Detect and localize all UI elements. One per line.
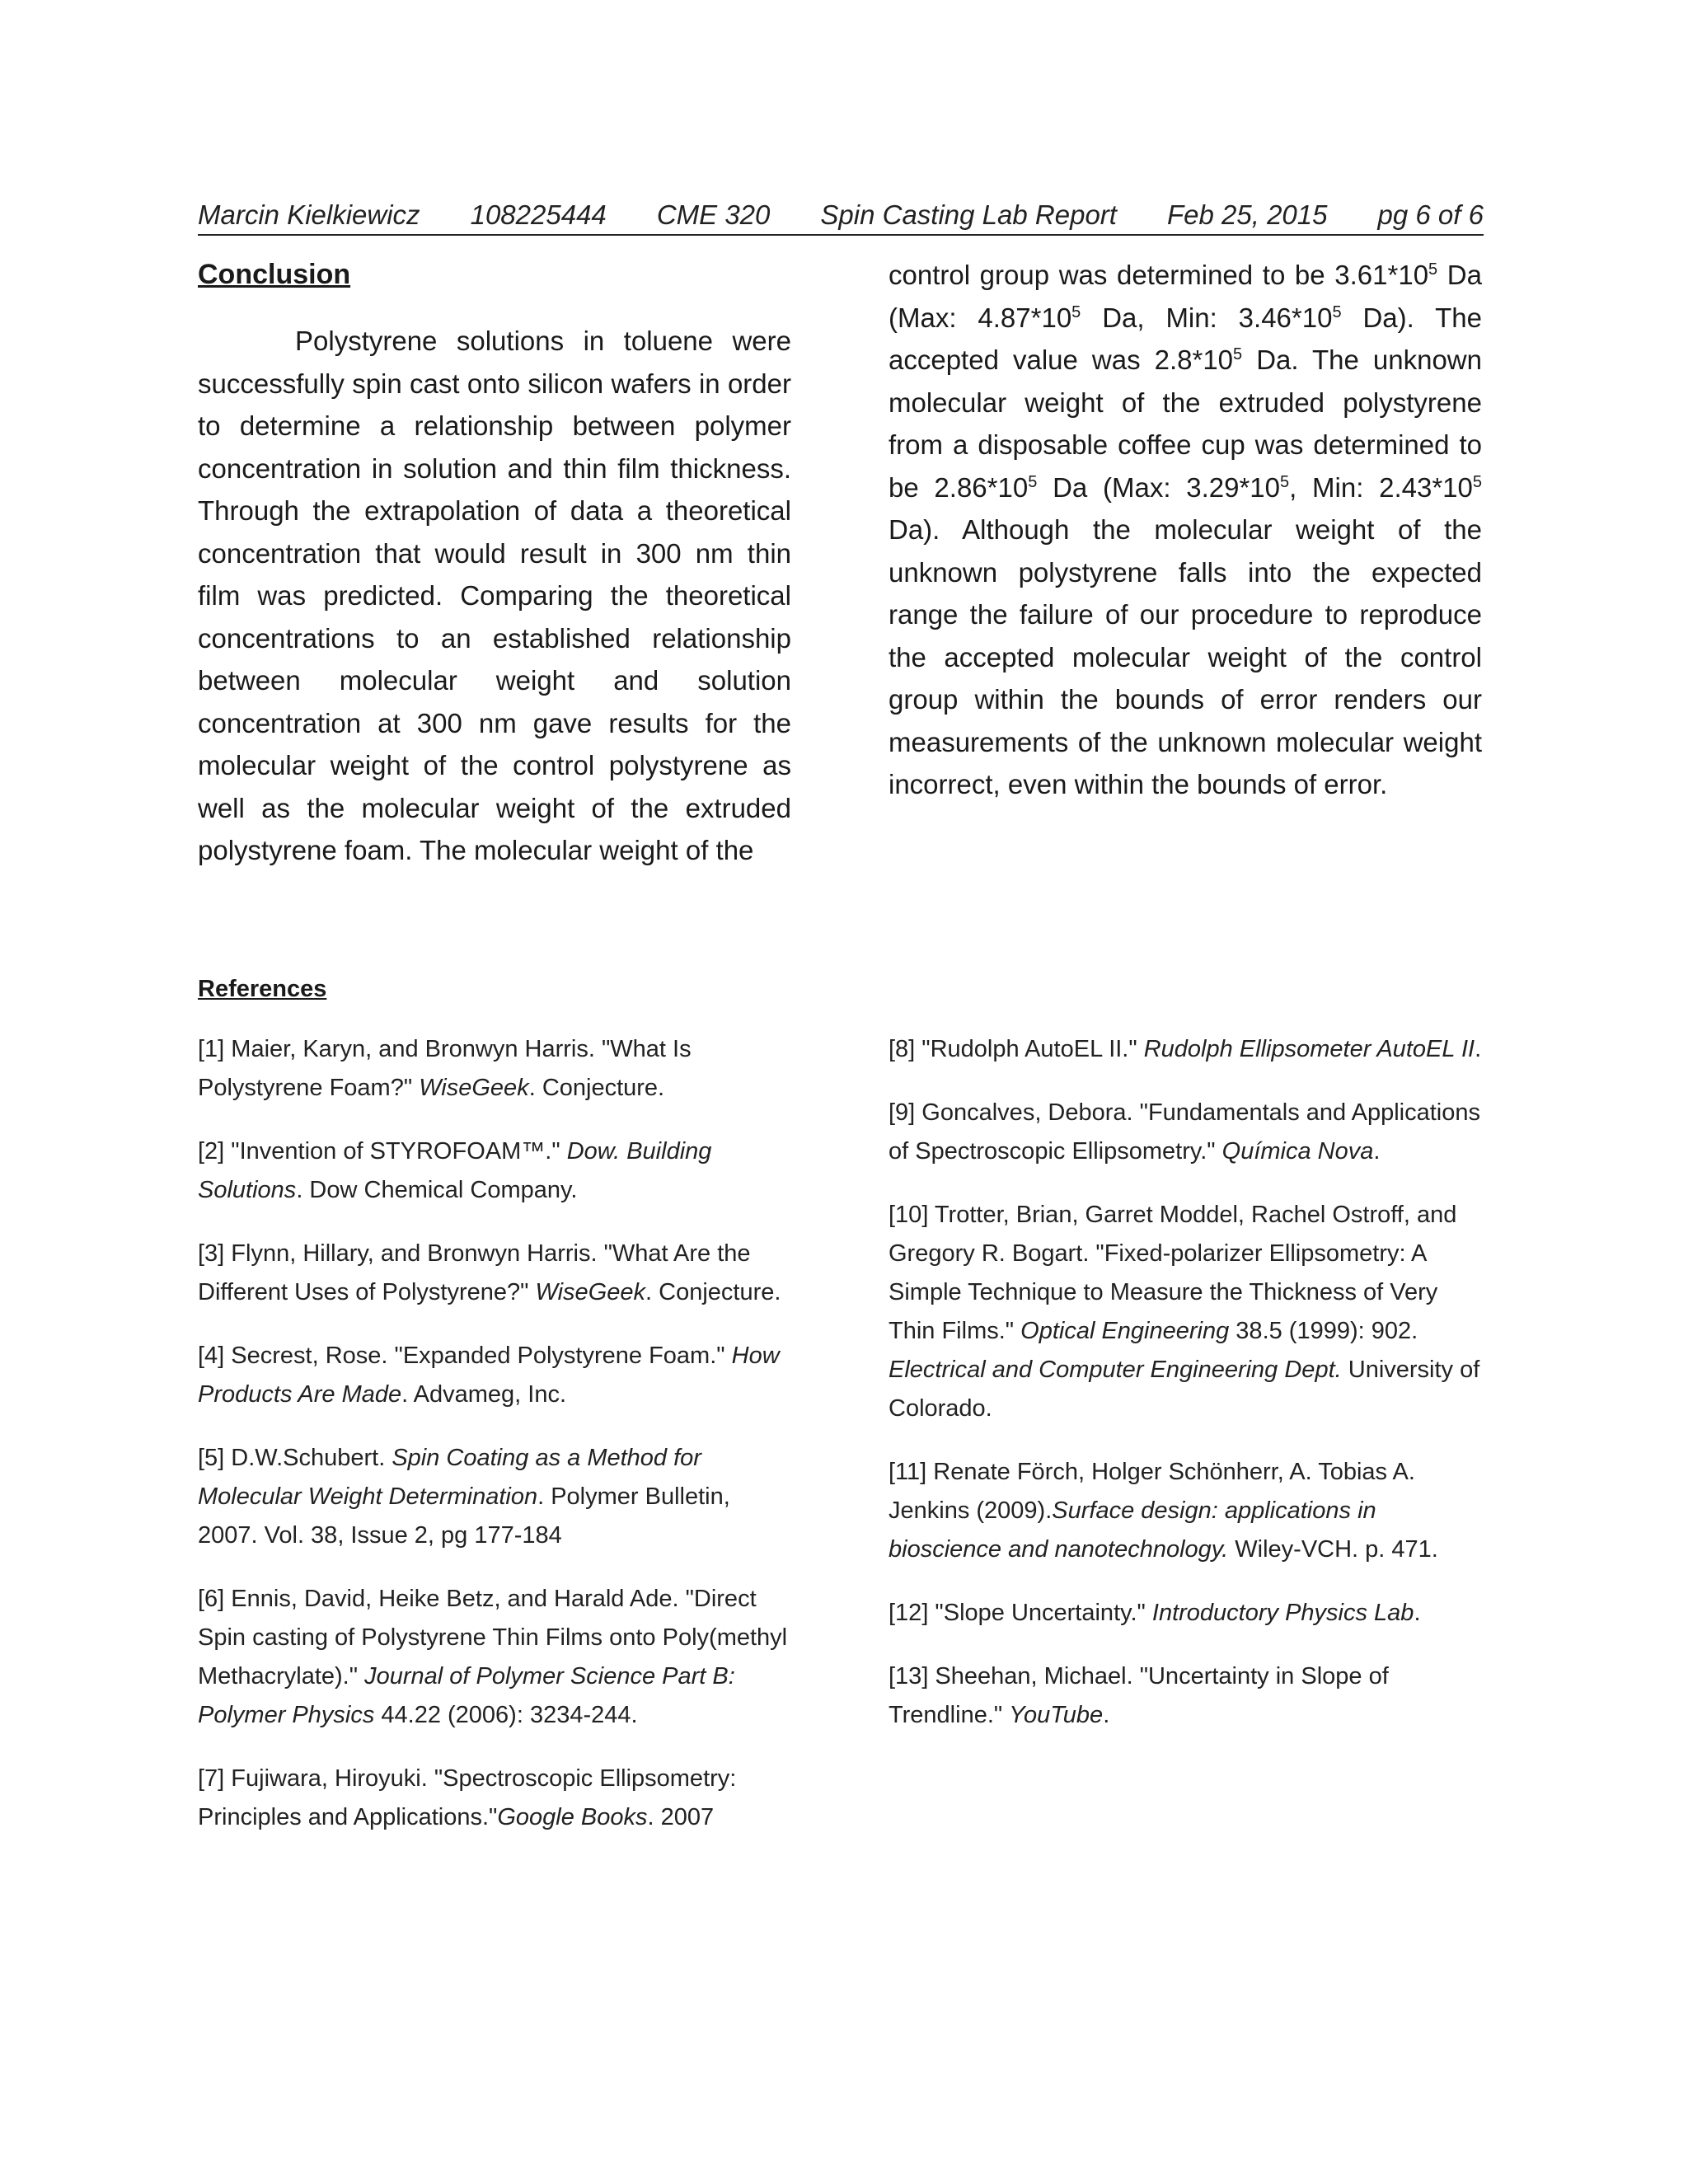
- reference-1: [1] Maier, Karyn, and Bronwyn Harris. "What Is Polystyrene Foam?" WiseGeek. Conjecture.: [198, 1036, 692, 1101]
- conclusion-heading: Conclusion: [198, 259, 351, 290]
- conclusion-paragraph-right: control group was determined to be $3.61*10^5$ Da (Max: $4.87*10^5$ Da, Min: $3.46*10^5$ Da). The accepted value was $2.8*10^5$ Da. The unknown molecular weight of the extruded polystyrene from a disposable coffee cup was determined to be $2.86*10^5$ Da (Max: $3.29*10^5$, Min: $2.43*10^5$ Da). Although the molecular weight of the unknown polystyrene falls into the expected range the failure of our procedure to reproduce the accepted molecular weight of the control group within the bounds of error renders our measurements of the unknown molecular weight incorrect, even within the bounds of error.: [889, 260, 1482, 799]
- reference-12: [12] "Slope Uncertainty." Introductory Physics Lab.: [889, 1600, 1421, 1626]
- header-author: Marcin Kielkiewicz: [198, 199, 420, 230]
- conclusion-left-column: [198, 254, 791, 872]
- page-header: [198, 196, 1484, 236]
- reference-2: [2] "Invention of STYROFOAM™." Dow. Building Solutions. Dow Chemical Company.: [198, 1138, 712, 1203]
- conclusion-right-column: [889, 254, 1482, 806]
- header-title: Spin Casting Lab Report: [820, 199, 1117, 230]
- header-student-id: 108225444: [470, 199, 607, 230]
- references-right-column: [889, 1030, 1482, 1760]
- reference-9: [9] Goncalves, Debora. "Fundamentals and Applications of Spectroscopic Ellipsometry." Química Nova.: [889, 1099, 1480, 1165]
- reference-5: [5] D.W.Schubert. Spin Coating as a Method for Molecular Weight Determination. Polymer Bulletin, 2007. Vol. 38, Issue 2, pg 177-184: [198, 1445, 730, 1549]
- reference-10: [10] Trotter, Brian, Garret Moddel, Rachel Ostroff, and Gregory R. Bogart. "Fixed-polarizer Ellipsometry: A Simple Technique to Measure the Thickness of Very Thin Films." Optical Engineering 38.5 (1999): 902. Electrical and Computer Engineering Dept. University of Colorado.: [889, 1202, 1480, 1422]
- header-course: CME 320: [656, 199, 771, 230]
- references-heading: References: [198, 976, 327, 1002]
- reference-4: [4] Secrest, Rose. "Expanded Polystyrene Foam." How Products Are Made. Advameg, Inc.: [198, 1343, 780, 1408]
- reference-8: [8] "Rudolph AutoEL II." Rudolph Ellipsometer AutoEL II.: [889, 1036, 1482, 1062]
- header-page-number: pg 6 of 6: [1377, 199, 1484, 230]
- header-date: Feb 25, 2015: [1167, 199, 1328, 230]
- conclusion-paragraph-left: Polystyrene solutions in toluene were successfully spin cast onto silicon wafers in order to determine a relationship between polymer concentration in solution and thin film thickness. Through the extrapolation of data a theoretical concentration that would result in 300 nm thin film was predicted. Comparing the theoretical concentrations to an established relationship between molecular weight and solution concentration at 300 nm gave results for the molecular weight of the control polystyrene as well as the molecular weight of the extruded polystyrene foam. The molecular weight of the: [198, 326, 791, 865]
- reference-3: [3] Flynn, Hillary, and Bronwyn Harris. "What Are the Different Uses of Polystyrene?" WiseGeek. Conjecture.: [198, 1240, 781, 1305]
- references-left-column: [198, 1030, 791, 1862]
- reference-13: [13] Sheehan, Michael. "Uncertainty in Slope of Trendline." YouTube.: [889, 1663, 1389, 1728]
- reference-7: [7] Fujiwara, Hiroyuki. "Spectroscopic Ellipsometry: Principles and Applications."Google Books. 2007: [198, 1765, 737, 1830]
- reference-6: [6] Ennis, David, Heike Betz, and Harald Ade. "Direct Spin casting of Polystyrene Thin Films onto Poly(methyl Methacrylate)." Journal of Polymer Science Part B: Polymer Physics 44.22 (2006): 3234-244.: [198, 1586, 788, 1728]
- reference-11: [11] Renate Förch, Holger Schönherr, A. Tobias A. Jenkins (2009).Surface design: applications in bioscience and nanotechnology. Wiley-VCH. p. 471.: [889, 1459, 1438, 1563]
